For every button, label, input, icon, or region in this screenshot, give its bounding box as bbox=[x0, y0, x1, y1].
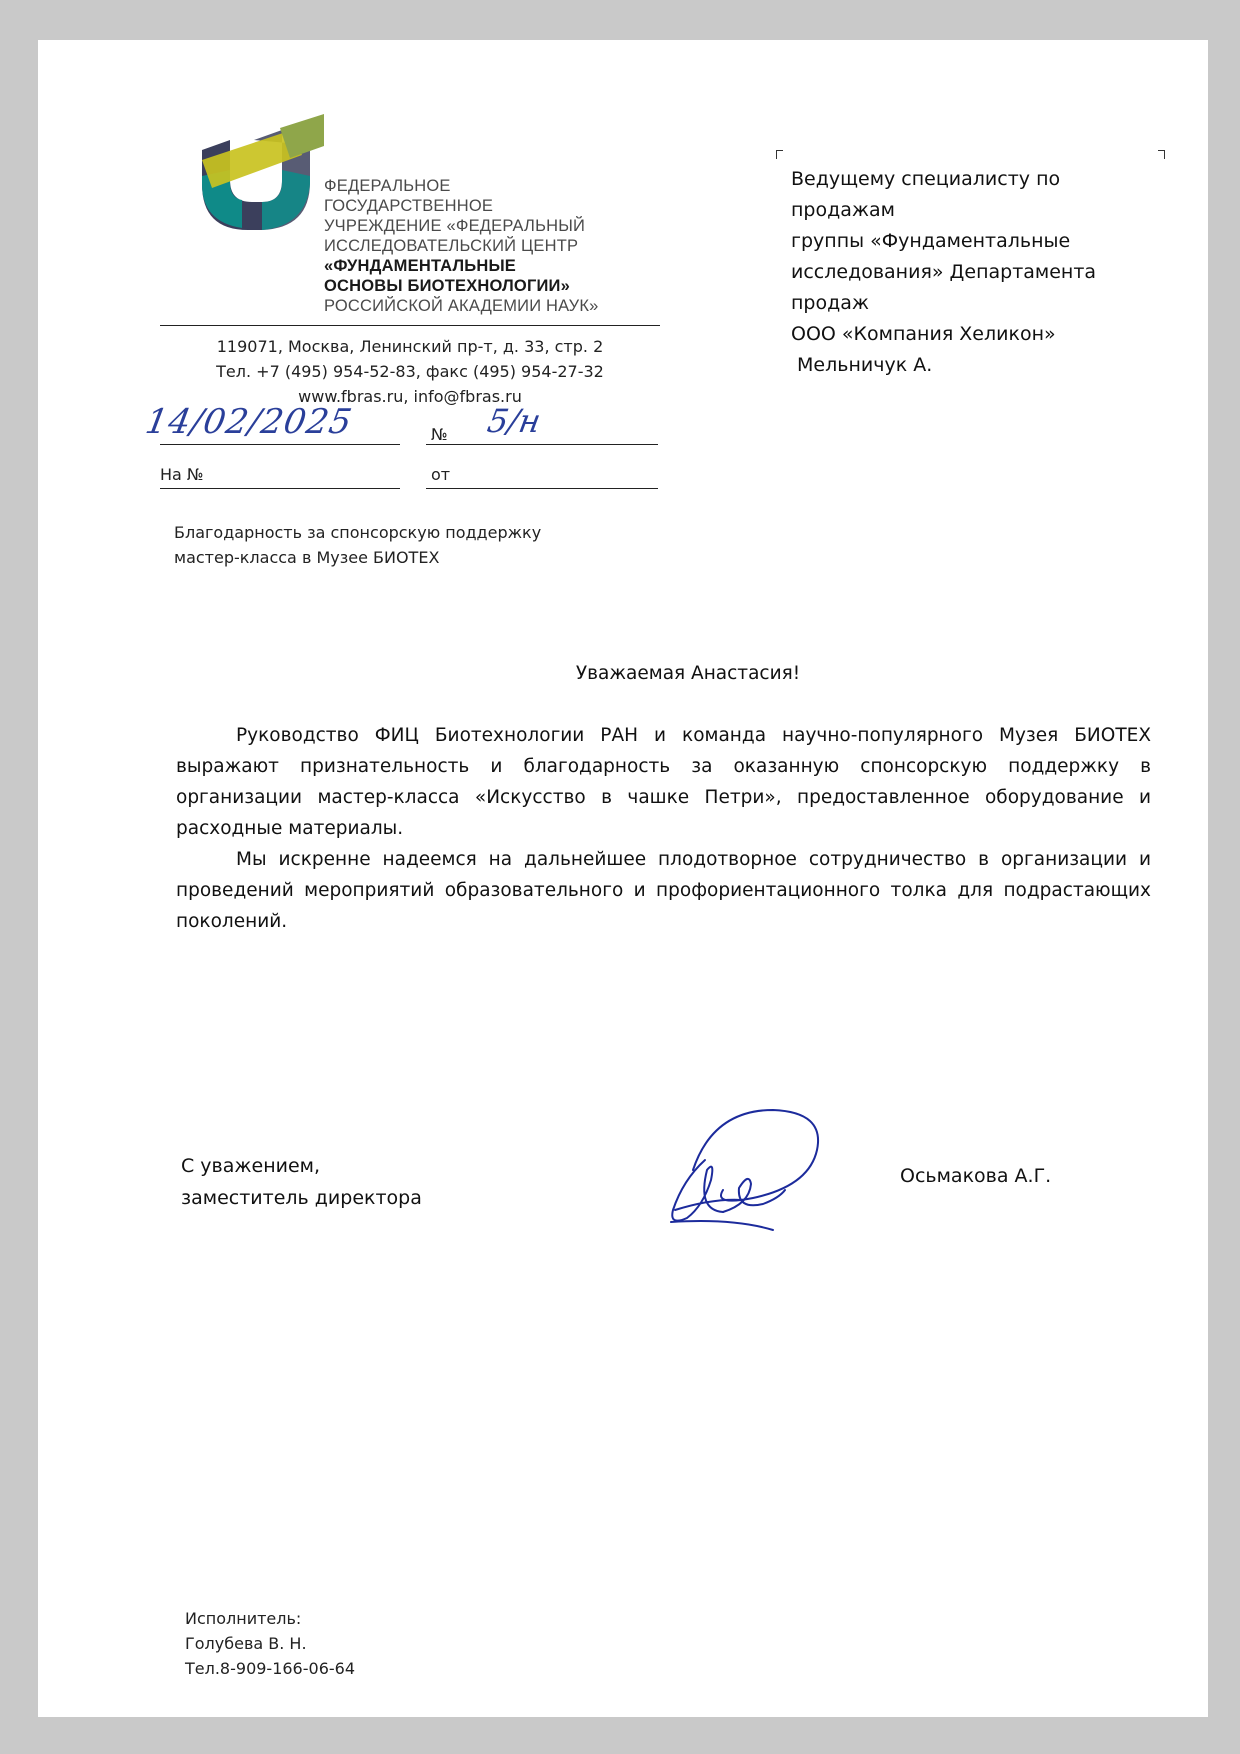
org-phone: Тел. +7 (495) 954-52-83, факс (495) 954-27-32 bbox=[216, 362, 604, 381]
number-line bbox=[426, 444, 658, 445]
org-line-bold: «ФУНДАМЕНТАЛЬНЫЕ bbox=[324, 257, 517, 275]
org-line: РОССИЙСКОЙ АКАДЕМИИ НАУК» bbox=[324, 297, 599, 315]
org-line: ИССЛЕДОВАТЕЛЬСКИЙ ЦЕНТР bbox=[324, 237, 579, 255]
letter-body bbox=[176, 720, 1151, 937]
handwritten-number: 5/н bbox=[484, 402, 544, 440]
addressee-line: Мельничук А. bbox=[791, 354, 933, 376]
organization-name bbox=[324, 176, 644, 316]
closing-regards: С уважением, bbox=[181, 1155, 321, 1177]
header-divider bbox=[160, 325, 660, 326]
letter-greeting: Уважаемая Анастасия! bbox=[575, 663, 801, 684]
executor-name: Голубева В. Н. bbox=[185, 1634, 307, 1653]
date-line bbox=[160, 444, 400, 445]
addressee-line: исследования» Департамента bbox=[791, 261, 1097, 283]
body-paragraph: Руководство ФИЦ Биотехнологии РАН и команда научно-популярного Музея БИОТЕХ выражают признательность и благодарность за оказанную спонсорскую поддержку в организации мастер-класса «Искусство в чашке Петри», предоставленное оборудование и расходные материалы. bbox=[176, 725, 1151, 839]
org-line: ГОСУДАРСТВЕННОЕ bbox=[324, 197, 494, 215]
ot-line bbox=[426, 488, 658, 489]
handwritten-date: 14/02/2025 bbox=[142, 402, 356, 442]
na-line bbox=[160, 488, 400, 489]
letter-subject bbox=[174, 520, 594, 570]
handwritten-signature bbox=[653, 1100, 833, 1260]
org-web: www.fbras.ru, info@fbras.ru bbox=[298, 387, 522, 406]
org-line: ФЕДЕРАЛЬНОЕ bbox=[324, 177, 451, 195]
org-line: УЧРЕЖДЕНИЕ «ФЕДЕРАЛЬНЫЙ bbox=[324, 217, 586, 235]
fbras-logo bbox=[202, 110, 324, 230]
na-label: На № bbox=[160, 465, 204, 484]
ot-label: от bbox=[431, 465, 451, 484]
number-label: № bbox=[431, 425, 448, 444]
org-line-bold: ОСНОВЫ БИОТЕХНОЛОГИИ» bbox=[324, 277, 570, 295]
closing-position: заместитель директора bbox=[181, 1187, 422, 1209]
closing-block bbox=[181, 1150, 422, 1214]
executor-label: Исполнитель: bbox=[185, 1609, 302, 1628]
org-contacts bbox=[160, 334, 660, 409]
signer-name: Осьмакова А.Г. bbox=[900, 1165, 1052, 1187]
org-address: 119071, Москва, Ленинский пр-т, д. 33, стр. 2 bbox=[216, 337, 604, 356]
addressee-block bbox=[791, 164, 1131, 381]
subject-line: мастер-класса в Музее БИОТЕХ bbox=[174, 548, 440, 567]
letter-page bbox=[38, 40, 1208, 1717]
addressee-line: продажам bbox=[791, 199, 895, 221]
addressee-corner-right bbox=[1158, 150, 1165, 159]
addressee-corner-left bbox=[776, 150, 783, 159]
addressee-line: Ведущему специалисту по bbox=[791, 168, 1061, 190]
addressee-line: продаж bbox=[791, 292, 870, 314]
subject-line: Благодарность за спонсорскую поддержку bbox=[174, 523, 542, 542]
addressee-line: группы «Фундаментальные bbox=[791, 230, 1071, 252]
executor-phone: Тел.8-909-166-06-64 bbox=[185, 1659, 355, 1678]
executor-block bbox=[185, 1606, 355, 1681]
addressee-line: ООО «Компания Хеликон» bbox=[791, 323, 1056, 345]
body-paragraph: Мы искренне надеемся на дальнейшее плодотворное сотрудничество в организации и проведений мероприятий образовательного и профориентационного толка для подрастающих поколений. bbox=[176, 849, 1151, 932]
